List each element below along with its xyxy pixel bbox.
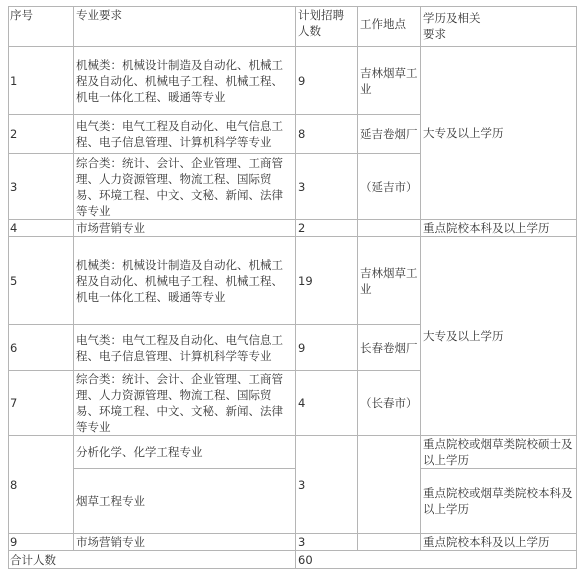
- row4-location: [358, 220, 421, 237]
- header-location: 工作地点: [358, 6, 421, 47]
- row6-major: 电气类：电气工程及自动化、电气信息工程、电子信息管理、计算机科学等专业: [74, 325, 296, 371]
- location-jilin-company-2: 吉林烟草工业: [358, 237, 421, 325]
- header-no: 序号: [8, 6, 74, 47]
- row4-count: 2: [296, 220, 358, 237]
- total-value: 60: [296, 551, 577, 569]
- header-count: 计划招聘人数: [296, 6, 358, 47]
- location-jilin-company: 吉林烟草工业: [358, 47, 421, 115]
- row8-major-a: 分析化学、化学工程专业: [74, 436, 296, 469]
- education-college-2: 大专及以上学历: [421, 237, 577, 436]
- row2-no: 2: [8, 115, 74, 154]
- education-key-bachelor-1: 重点院校本科及以上学历: [421, 220, 577, 237]
- row9-location: [358, 534, 421, 551]
- row3-count: 3: [296, 154, 358, 220]
- location-yanji-city: （延吉市）: [358, 154, 421, 220]
- row4-no: 4: [8, 220, 74, 237]
- row2-count: 8: [296, 115, 358, 154]
- row7-major: 综合类：统计、会计、企业管理、工商管理、人力资源管理、物流工程、国际贸易、环境工程、中文、文秘、新闻、法律等专业: [74, 371, 296, 436]
- education-college-1: 大专及以上学历: [421, 47, 577, 220]
- row3-no: 3: [8, 154, 74, 220]
- row1-no: 1: [8, 47, 74, 115]
- row8-location: [358, 436, 421, 534]
- row5-no: 5: [8, 237, 74, 325]
- education-key-bachelor-2: 重点院校本科及以上学历: [421, 534, 577, 551]
- row9-count: 3: [296, 534, 358, 551]
- row4-major: 市场营销专业: [74, 220, 296, 237]
- row8-major-b: 烟草工程专业: [74, 469, 296, 534]
- location-changchun-factory: 长春卷烟厂: [358, 325, 421, 371]
- row9-major: 市场营销专业: [74, 534, 296, 551]
- row1-major: 机械类：机械设计制造及自动化、机械工程及自动化、机械电子工程、机械工程、机电一体化工程、暖通等专业: [74, 47, 296, 115]
- row8-no: 8: [8, 436, 74, 534]
- education-master: 重点院校或烟草类院校硕士及以上学历: [421, 436, 577, 469]
- location-changchun-city: （长春市）: [358, 371, 421, 436]
- row7-count: 4: [296, 371, 358, 436]
- row7-no: 7: [8, 371, 74, 436]
- header-major: 专业要求: [74, 6, 296, 47]
- row1-count: 9: [296, 47, 358, 115]
- row2-major: 电气类：电气工程及自动化、电气信息工程、电子信息管理、计算机科学等专业: [74, 115, 296, 154]
- total-label: 合计人数: [8, 551, 296, 569]
- row9-no: 9: [8, 534, 74, 551]
- header-education: 学历及相关 要求: [421, 6, 577, 47]
- row6-count: 9: [296, 325, 358, 371]
- row8-count: 3: [296, 436, 358, 534]
- row5-count: 19: [296, 237, 358, 325]
- location-yanji-factory: 延吉卷烟厂: [358, 115, 421, 154]
- row6-no: 6: [8, 325, 74, 371]
- education-bachelor-tobacco: 重点院校或烟草类院校本科及以上学历: [421, 469, 577, 534]
- row3-major: 综合类：统计、会计、企业管理、工商管理、人力资源管理、物流工程、国际贸易、环境工程、中文、文秘、新闻、法律等专业: [74, 154, 296, 220]
- row5-major: 机械类：机械设计制造及自动化、机械工程及自动化、机械电子工程、机械工程、机电一体化工程、暖通等专业: [74, 237, 296, 325]
